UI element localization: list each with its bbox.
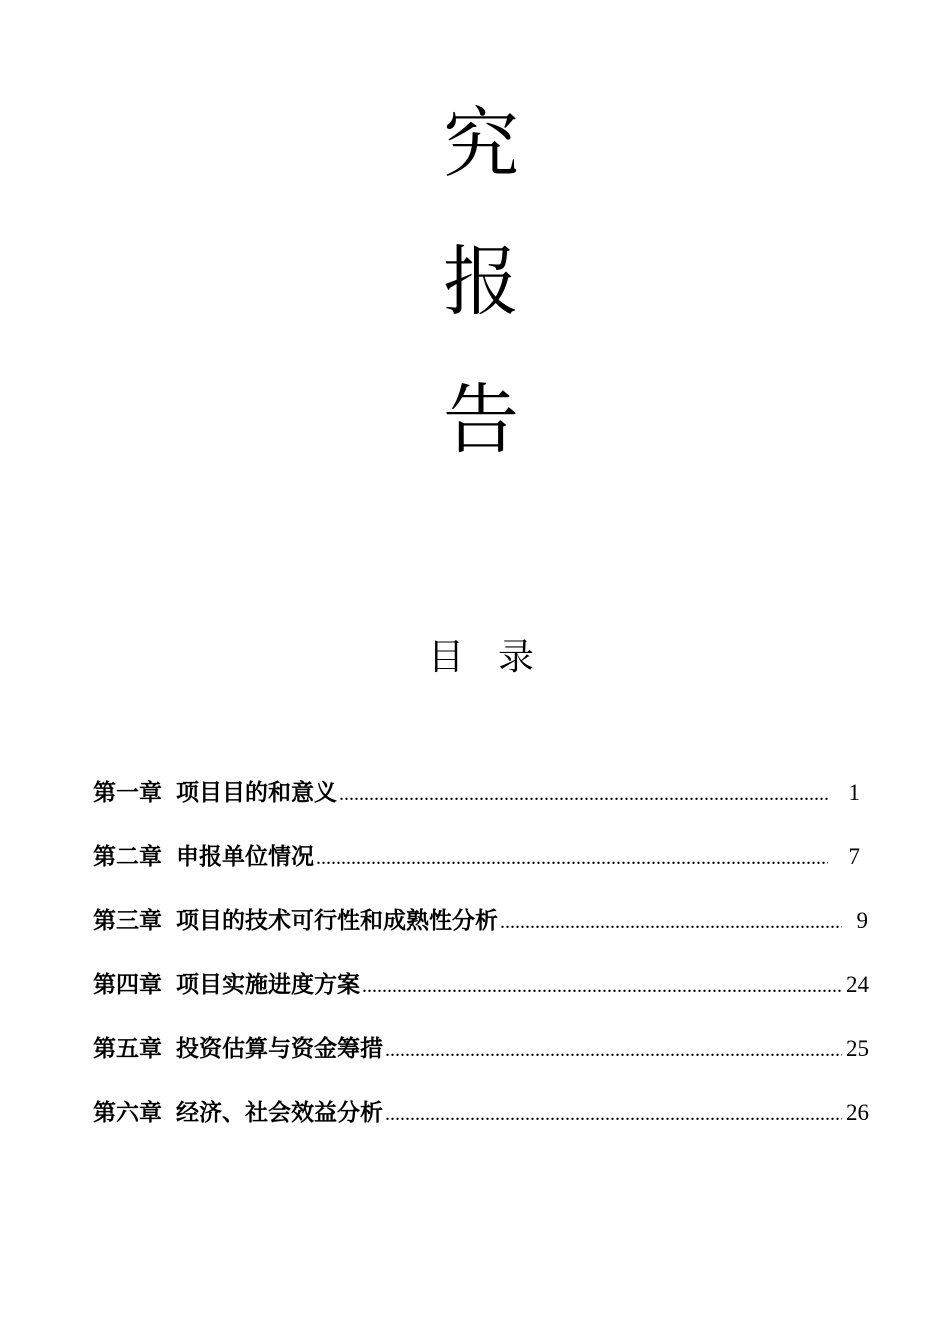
- toc-chapter-number: 第六章: [93, 1100, 162, 1126]
- toc-chapter-title: 项目实施进度方案: [176, 972, 360, 998]
- toc-chapter-title: 项目目的和意义: [176, 780, 337, 806]
- toc-heading-char: 录: [498, 637, 535, 678]
- toc-chapter-number: 第三章: [93, 908, 162, 934]
- toc-page-number: 24: [846, 972, 869, 997]
- cover-title-char: 告: [443, 375, 519, 464]
- toc-chapter-number: 第五章: [93, 1036, 162, 1062]
- cover-title-char: 报: [443, 237, 519, 326]
- toc-chapter-title: 申报单位情况: [176, 844, 314, 870]
- toc-page-number: 9: [856, 908, 868, 933]
- toc-dot-leader: [339, 777, 828, 811]
- toc-page-number: 1: [848, 780, 860, 805]
- toc-entry[interactable]: [93, 1096, 868, 1130]
- toc-chapter-title: 项目的技术可行性和成熟性分析: [176, 908, 498, 934]
- cover-title-char: 究: [443, 99, 519, 188]
- toc-page-number: 25: [846, 1036, 869, 1061]
- toc-entry[interactable]: [93, 840, 868, 874]
- toc-dot-leader: [362, 969, 842, 1003]
- toc-dot-leader: [316, 841, 828, 875]
- toc-heading: [0, 634, 950, 682]
- toc-chapter-title: 投资估算与资金筹措: [176, 1036, 383, 1062]
- toc-chapter-number: 第四章: [93, 972, 162, 998]
- toc-entry[interactable]: [93, 968, 868, 1002]
- toc-chapter-number: 第二章: [93, 844, 162, 870]
- toc-chapter-title: 经济、社会效益分析: [176, 1100, 383, 1126]
- toc-page-number: 26: [846, 1100, 869, 1125]
- toc-heading-char: 目: [427, 637, 464, 678]
- toc-entry[interactable]: [93, 776, 868, 810]
- toc-dot-leader: [500, 905, 842, 939]
- toc-entry[interactable]: [93, 904, 868, 938]
- toc-page-number: 7: [848, 844, 860, 869]
- toc-dot-leader: [385, 1097, 842, 1131]
- toc-dot-leader: [385, 1033, 842, 1067]
- toc-entry[interactable]: [93, 1032, 868, 1066]
- toc-chapter-number: 第一章: [93, 780, 162, 806]
